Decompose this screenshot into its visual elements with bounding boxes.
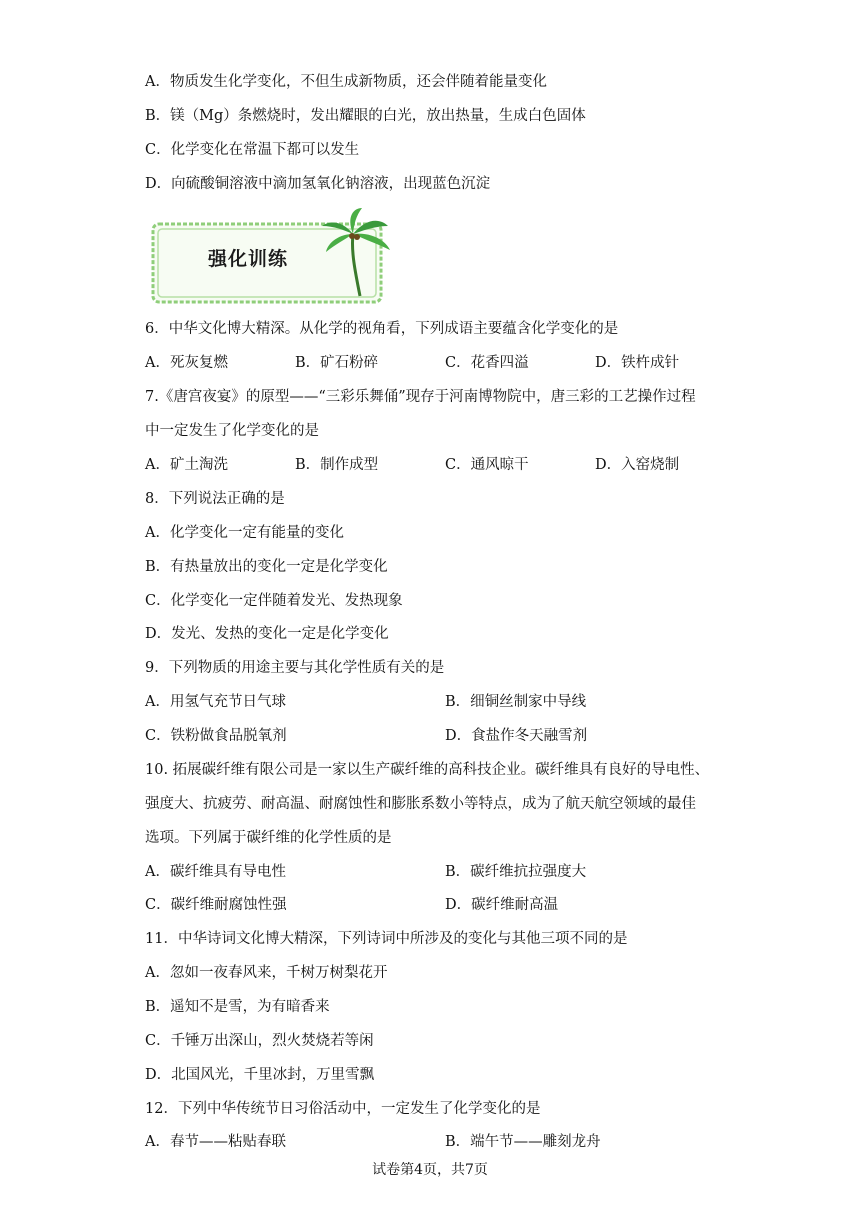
question-10-option-a: A．碳纤维具有导电性 [145, 864, 286, 880]
question-9-option-a: A．用氢气充节日气球 [145, 694, 286, 710]
question-7-option-b: B．制作成型 [295, 457, 379, 473]
question-10-option-b: B．碳纤维抗拉强度大 [445, 864, 587, 880]
question-10-option-d: D．碳纤维耐高温 [445, 897, 559, 913]
question-12-option-a: A．春节——粘贴春联 [145, 1134, 286, 1150]
question-9-option-c: C．铁粉做食品脱氧剂 [145, 728, 287, 744]
question-7-option-a: A．矿土淘洗 [145, 457, 228, 473]
question-8-option-b: B．有热量放出的变化一定是化学变化 [145, 559, 388, 575]
question-6-option-b: B．矿石粉碎 [295, 355, 379, 371]
question-6-option-c: C．花香四溢 [445, 355, 529, 371]
question-10-stem-line-1: 10. 拓展碳纤维有限公司是一家以生产碳纤维的高科技企业。碳纤维具有良好的导电性、 [145, 762, 710, 778]
question-9-option-b: B．细铜丝制家中导线 [445, 694, 587, 710]
question-8-option-d: D．发光、发热的变化一定是化学变化 [145, 626, 389, 642]
prev-option-d: D．向硫酸铜溶液中滴加氢氧化钠溶液，出现蓝色沉淀 [145, 176, 491, 192]
prev-option-a: A．物质发生化学变化，不但生成新物质，还会伴随着能量变化 [145, 74, 547, 90]
question-10-stem-line-3: 选项。下列属于碳纤维的化学性质的是 [145, 830, 392, 846]
page-footer: 试卷第4页，共7页 [372, 1162, 488, 1178]
question-11-option-c: C．千锤万出深山，烈火焚烧若等闲 [145, 1033, 374, 1049]
question-11-option-b: B．遥知不是雪，为有暗香来 [145, 999, 330, 1015]
question-9-stem: 9．下列物质的用途主要与其化学性质有关的是 [145, 660, 445, 676]
question-10-stem-line-2: 强度大、抗疲劳、耐高温、耐腐蚀性和膨胀系数小等特点，成为了航天航空领域的最佳 [145, 796, 696, 812]
question-9-option-d: D．食盐作冬天融雪剂 [445, 728, 588, 744]
question-10-option-c: C．碳纤维耐腐蚀性强 [145, 897, 287, 913]
question-8-option-a: A．化学变化一定有能量的变化 [145, 525, 344, 541]
question-12-option-b: B．端午节——雕刻龙舟 [445, 1134, 601, 1150]
question-8-option-c: C．化学变化一定伴随着发光、发热现象 [145, 593, 403, 609]
question-7-option-d: D．入窑烧制 [595, 457, 680, 473]
question-12-stem: 12．下列中华传统节日习俗活动中，一定发生了化学变化的是 [145, 1101, 541, 1117]
question-6-stem: 6．中华文化博大精深。从化学的视角看，下列成语主要蕴含化学变化的是 [145, 321, 619, 337]
prev-option-b: B．镁（Mg）条燃烧时，发出耀眼的白光，放出热量，生成白色固体 [145, 108, 586, 124]
question-7-option-c: C．通风晾干 [445, 457, 529, 473]
question-6-option-a: A．死灰复燃 [145, 355, 228, 371]
section-banner [148, 206, 398, 308]
question-11-option-d: D．北国风光，千里冰封，万里雪飘 [145, 1067, 375, 1083]
prev-option-c: C．化学变化在常温下都可以发生 [145, 142, 360, 158]
section-title: 强化训练 [208, 248, 289, 270]
question-11-option-a: A．忽如一夜春风来，千树万树梨花开 [145, 965, 388, 981]
question-11-stem: 11．中华诗词文化博大精深，下列诗词中所涉及的变化与其他三项不同的是 [145, 931, 628, 947]
question-6-option-d: D．铁杵成针 [595, 355, 680, 371]
question-7-stem-line-2: 中一定发生了化学变化的是 [145, 423, 319, 439]
question-8-stem: 8．下列说法正确的是 [145, 491, 285, 507]
question-7-stem-line-1: 7.《唐宫夜宴》的原型——“三彩乐舞俑”现存于河南博物院中，唐三彩的工艺操作过程 [145, 389, 696, 405]
